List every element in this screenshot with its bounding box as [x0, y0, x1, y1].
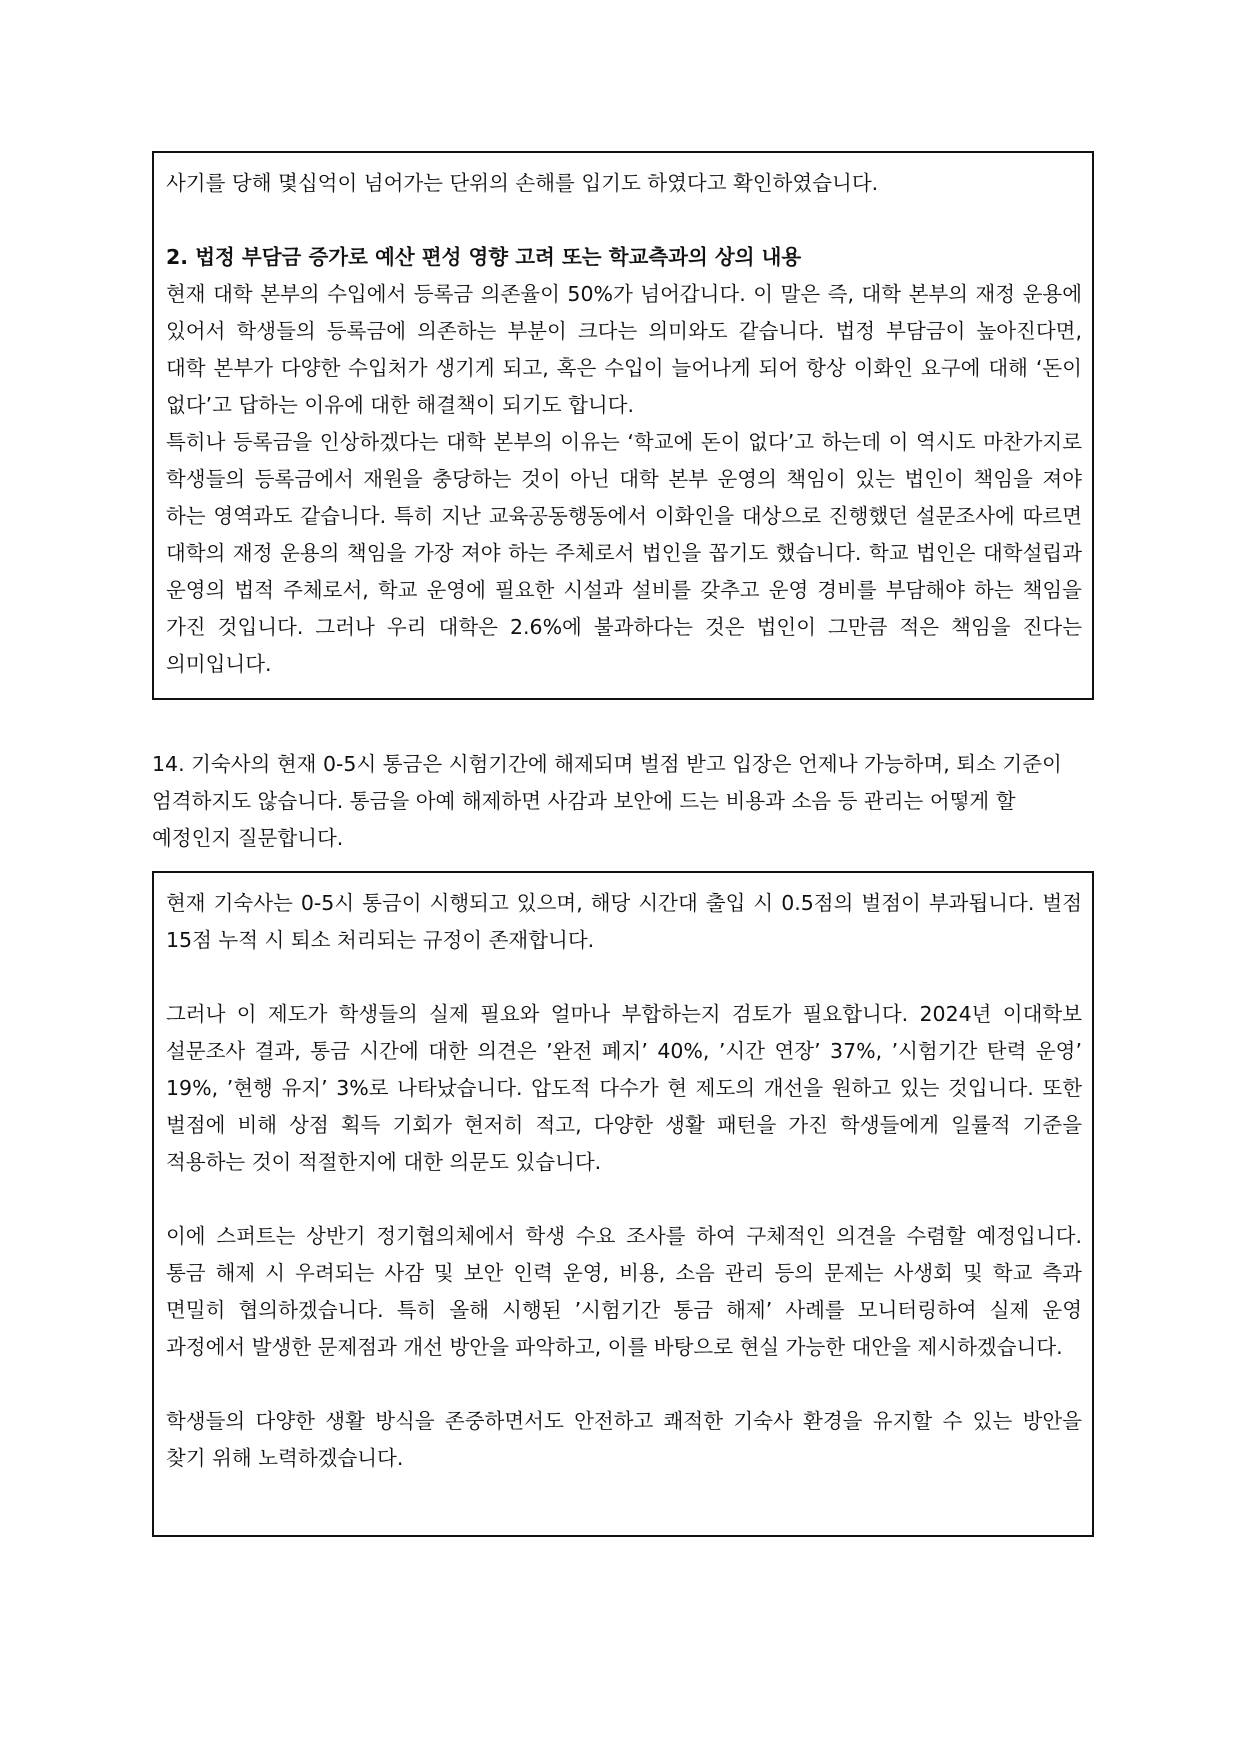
dorm-paragraph-3: 이에 스퍼트는 상반기 정기협의체에서 학생 수요 조사를 하여 구체적인 의견을 수렴할 예정입니다. 통금 해제 시 우려되는 사감 및 보안 인력 운영, 비용, 소음 관리 등의 문제는 사생회 및 학교 측과 면밀히 협의하겠습니다. 특히 올해 시행된 ’시험기간 통금 해제’ 사례를 모니터링하여 실제 운영 과정에서 발생한 문제점과 개선 방안을 파악하고, 이를 바탕으로 현실 가능한 대안을 제시하겠습니다. — [166, 1224, 1082, 1359]
answer-box-budget — [152, 151, 1094, 700]
question-14: 14. 기숙사의 현재 0-5시 통금은 시험기간에 해제되며 벌점 받고 입장은 언제나 가능하며, 퇴소 기준이 엄격하지도 않습니다. 통금을 아예 해제하면 사감과 보안에 드는 비용과 소음 등 관리는 어떻게 할 예정인지 질문합니다. — [152, 752, 1062, 850]
budget-paragraph-2: 특히나 등록금을 인상하겠다는 대학 본부의 이유는 ‘학교에 돈이 없다’고 하는데 이 역시도 마찬가지로 학생들의 등록금에서 재원을 충당하는 것이 아닌 대학 본부 운영의 책임이 있는 법인이 책임을 져야 하는 영역과도 같습니다. 특히 지난 교육공동행동에서 이화인을 대상으로 진행했던 설문조사에 따르면 대학의 재정 운용의 책임을 가장 져야 하는 주체로서 법인을 꼽기도 했습니다. 학교 법인은 대학설립과 운영의 법적 주체로서, 학교 운영에 필요한 시설과 설비를 갖추고 운영 경비를 부담해야 하는 책임을 가진 것입니다. 그러나 우리 대학은 2.6%에 불과하다는 것은 법인이 그만큼 적은 책임을 진다는 의미입니다. — [166, 430, 1082, 676]
section-heading: 2. 법정 부담금 증가로 예산 편성 영향 고려 또는 학교측과의 상의 내용 — [166, 245, 802, 269]
budget-paragraph-1: 현재 대학 본부의 수입에서 등록금 의존율이 50%가 넘어갑니다. 이 말은 즉, 대학 본부의 재정 운용에 있어서 학생들의 등록금에 의존하는 부분이 크다는 의미와도 같습니다. 법정 부담금이 높아진다면, 대학 본부가 다양한 수입처가 생기게 되고, 혹은 수입이 늘어나게 되어 항상 이화인 요구에 대해 ‘돈이 없다’고 답하는 이유에 대한 해결책이 되기도 합니다. — [166, 282, 1082, 417]
dorm-paragraph-4: 학생들의 다양한 생활 방식을 존중하면서도 안전하고 쾌적한 기숙사 환경을 유지할 수 있는 방안을 찾기 위해 노력하겠습니다. — [166, 1409, 1082, 1470]
answer-box-dormitory — [152, 871, 1094, 1537]
dorm-paragraph-1: 현재 기숙사는 0-5시 통금이 시행되고 있으며, 해당 시간대 출입 시 0.5점의 벌점이 부과됩니다. 벌점 15점 누적 시 퇴소 처리되는 규정이 존재합니다. — [166, 891, 1082, 952]
dorm-paragraph-2: 그러나 이 제도가 학생들의 실제 필요와 얼마나 부합하는지 검토가 필요합니다. 2024년 이대학보 설문조사 결과, 통금 시간에 대한 의견은 ’완전 폐지’ 40%, ’시간 연장’ 37%, ’시험기간 탄력 운영’ 19%, ’현행 유지’ 3%로 나타났습니다. 압도적 다수가 현 제도의 개선을 원하고 있는 것입니다. 또한 벌점에 비해 상점 획득 기회가 현저히 적고, 다양한 생활 패턴을 가진 학생들에게 일률적 기준을 적용하는 것이 적절한지에 대한 의문도 있습니다. — [166, 1002, 1082, 1174]
intro-paragraph: 사기를 당해 몇십억이 넘어가는 단위의 손해를 입기도 하였다고 확인하였습니다. — [166, 171, 879, 195]
